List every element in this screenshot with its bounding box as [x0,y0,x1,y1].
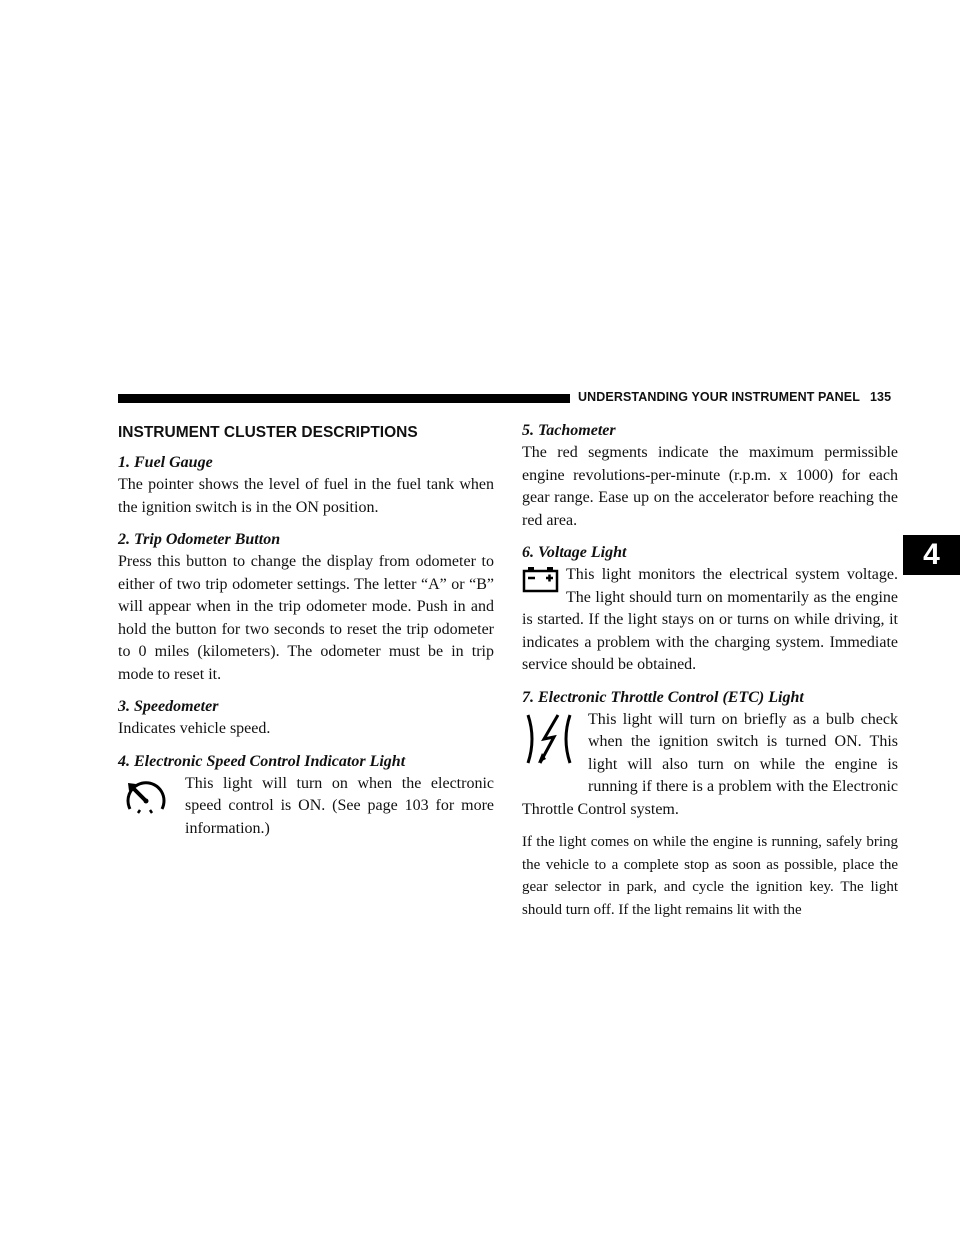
header-rule [118,394,570,403]
speed-control-icon [118,773,185,839]
item-text: Press this button to change the display from odometer to either of two trip odometer settings. The letter “A” or “B” will appear when in the trip odometer mode. Push in and hold the button for two seconds to reset the trip odometer to 0 miles (kilometers). The odometer must be in trip mode to reset it. [118,553,494,683]
continuation-block [522,831,898,921]
item-speed-control-light [118,751,494,841]
page-number: 135 [869,390,892,404]
item-text: This light will turn on when the electronic speed control is ON. (See page 103 for more information.) [185,774,494,837]
item-text: Indicates vehicle speed. [118,720,271,737]
left-column [118,420,494,840]
continuation-paragraph: If the light comes on while the engine is running, safely bring the vehicle to a complete stop as soon as possible, place the gear selector in park, and cycle the ignition key. The light should turn off. If the light remains lit with the [522,834,898,918]
item-title: 7. Electronic Throttle Control (ETC) Light [522,688,804,706]
right-column [522,420,898,921]
item-title: 5. Tachometer [522,422,616,439]
item-title: 4. Electronic Speed Control Indicator Light [118,752,406,770]
chapter-tab: 4 [903,535,960,575]
item-etc-light [522,687,898,822]
item-title: 2. Trip Odometer Button [118,531,281,548]
item-text: The pointer shows the level of fuel in the fuel tank when the ignition switch is in the ON position. [118,476,494,516]
item-title: 1. Fuel Gauge [118,454,213,471]
running-header [578,390,891,408]
item-title: 6. Voltage Light [522,544,627,561]
item-title: 3. Speedometer [118,698,219,715]
item-speedometer [118,696,494,741]
item-voltage-light [522,542,898,677]
item-text: This light will turn on briefly as a bulb check when the ignition switch is turned ON. This light will also turn on while the engine is running if there is a problem with the Electronic Throttle Control system. [522,710,898,818]
battery-icon [522,564,566,608]
item-fuel-gauge [118,452,494,519]
item-tachometer [522,420,898,532]
item-text: The red segments indicate the maximum permissible engine revolutions-per-minute (r.p.m. x 1000) for each gear range. Ease up on the accelerator before reaching the red area. [522,444,898,529]
item-text: This light monitors the electrical system voltage. The light should turn on momentarily as the engine is started. If the light stays on or turns on while driving, it indicates a problem with the charging system. Immediate service should be obtained. [522,566,898,673]
section-heading: INSTRUMENT CLUSTER DESCRIPTIONS [118,424,418,441]
header-section-title: UNDERSTANDING YOUR INSTRUMENT PANEL [578,390,860,404]
etc-lightning-icon [522,709,588,797]
item-trip-odometer-button [118,529,494,686]
